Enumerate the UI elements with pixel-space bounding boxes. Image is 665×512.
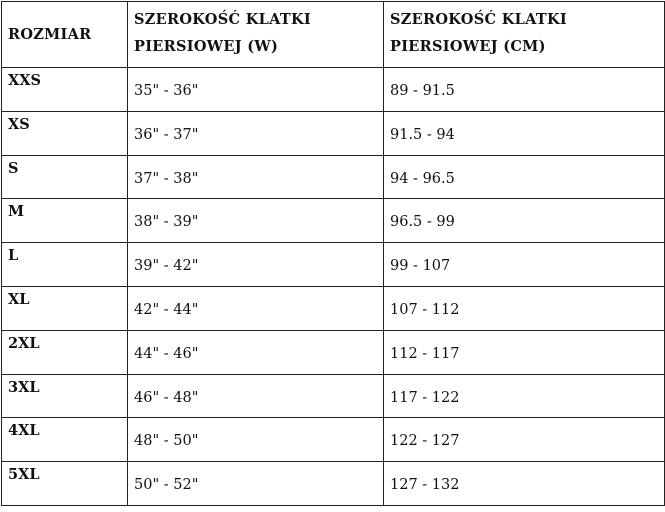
header-chest-inches <box>128 2 384 68</box>
table-row <box>2 286 665 330</box>
header-size: ROZMIAR <box>2 2 128 68</box>
table-row <box>2 68 665 112</box>
size-cell: 3XL <box>2 374 128 418</box>
chest-cm-cell: 112 - 117 <box>384 330 665 374</box>
size-cell: 2XL <box>2 330 128 374</box>
chest-cm-cell: 99 - 107 <box>384 243 665 287</box>
size-cell: S <box>2 155 128 199</box>
table-row <box>2 155 665 199</box>
header-chest-inches-line2: PIERSIOWEJ (W) <box>134 38 279 55</box>
chest-inches-cell: 42" - 44" <box>128 286 384 330</box>
size-cell: XXS <box>2 68 128 112</box>
table-row <box>2 111 665 155</box>
header-chest-cm-line1: SZEROKOŚĆ KLATKI <box>390 11 567 28</box>
size-cell: XS <box>2 111 128 155</box>
size-cell: 5XL <box>2 462 128 506</box>
table-row <box>2 374 665 418</box>
chest-inches-cell: 50" - 52" <box>128 462 384 506</box>
table-row <box>2 243 665 287</box>
table-row <box>2 199 665 243</box>
chest-inches-cell: 46" - 48" <box>128 374 384 418</box>
size-cell: M <box>2 199 128 243</box>
size-cell: L <box>2 243 128 287</box>
chest-inches-cell: 44" - 46" <box>128 330 384 374</box>
chest-cm-cell: 94 - 96.5 <box>384 155 665 199</box>
size-cell: 4XL <box>2 418 128 462</box>
chest-cm-cell: 89 - 91.5 <box>384 68 665 112</box>
chest-cm-cell: 117 - 122 <box>384 374 665 418</box>
chest-inches-cell: 39" - 42" <box>128 243 384 287</box>
size-table <box>1 1 665 506</box>
chest-cm-cell: 91.5 - 94 <box>384 111 665 155</box>
header-chest-cm <box>384 2 665 68</box>
chest-inches-cell: 37" - 38" <box>128 155 384 199</box>
size-cell: XL <box>2 286 128 330</box>
table-row <box>2 418 665 462</box>
chest-cm-cell: 122 - 127 <box>384 418 665 462</box>
header-chest-inches-line1: SZEROKOŚĆ KLATKI <box>134 11 311 28</box>
header-row <box>2 2 665 68</box>
header-chest-cm-line2: PIERSIOWEJ (CM) <box>390 38 546 55</box>
chest-inches-cell: 48" - 50" <box>128 418 384 462</box>
chest-inches-cell: 38" - 39" <box>128 199 384 243</box>
table-row <box>2 330 665 374</box>
chest-cm-cell: 107 - 112 <box>384 286 665 330</box>
chest-inches-cell: 36" - 37" <box>128 111 384 155</box>
chest-inches-cell: 35" - 36" <box>128 68 384 112</box>
chest-cm-cell: 127 - 132 <box>384 462 665 506</box>
table-row <box>2 462 665 506</box>
chest-cm-cell: 96.5 - 99 <box>384 199 665 243</box>
